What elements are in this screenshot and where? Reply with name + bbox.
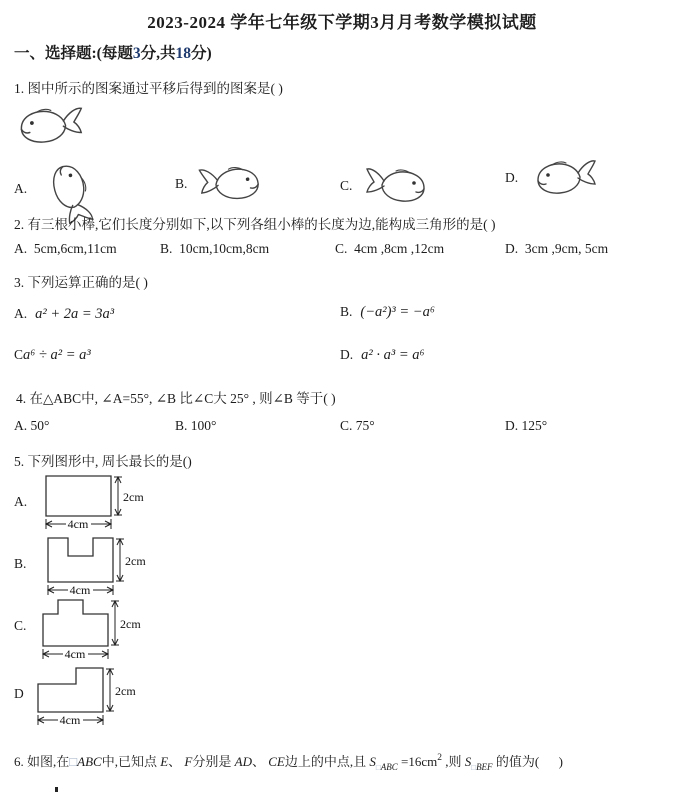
shape-d-label: D <box>14 686 24 701</box>
question-1-original-figure <box>8 98 92 154</box>
option-a-formula: a² + 2a = 3a³ <box>35 306 115 322</box>
next-figure-stub <box>55 787 58 792</box>
shape-b-width-label: 4cm <box>69 583 91 597</box>
question-3-option-d <box>340 346 425 364</box>
text-segment: 分) <box>190 45 212 62</box>
question-4-option-a <box>14 418 49 434</box>
option-c-label: C. <box>335 241 348 256</box>
option-d-label: D. <box>340 347 354 362</box>
question-4-option-c <box>340 418 375 434</box>
option-b-formula: (−a²)³ = −a⁶ <box>360 304 435 320</box>
text-segment: 中,已知点 <box>101 754 161 769</box>
text-segment: F <box>184 754 193 769</box>
option-c-label: C. <box>340 418 353 433</box>
shape-a-width-label: 4cm <box>67 517 89 531</box>
question-2-option-c <box>335 241 444 257</box>
option-d-value: 125° <box>521 418 548 433</box>
option-a-label: A. <box>14 306 28 321</box>
question-1-option-d <box>505 152 600 204</box>
text-segment: ,则 <box>441 754 465 769</box>
fish-original-icon <box>8 98 92 154</box>
option-d-formula: a² · a³ = a⁶ <box>361 347 425 363</box>
option-c-formula: a⁶ ÷ a² = a³ <box>23 347 91 363</box>
option-a-label: A. <box>14 181 28 196</box>
text-segment: 、 <box>168 754 185 769</box>
text-segment: E <box>160 754 169 769</box>
question-2-option-b <box>160 241 269 257</box>
shape-b-notched-rectangle-figure <box>38 532 198 600</box>
option-b-label: B. <box>160 241 173 256</box>
question-4-text: 4. 在△ABC中, ∠A=55°, ∠B 比∠C大 25° , 则∠B 等于( ) <box>16 391 336 406</box>
text-segment: BEF <box>476 762 493 772</box>
option-b-value: 10cm,10cm,8cm <box>179 241 270 256</box>
question-4-option-d <box>505 418 547 434</box>
option-d-label: D. <box>505 241 519 256</box>
shape-b-height-label: 2cm <box>125 554 146 568</box>
text-segment: 18 <box>175 45 191 62</box>
option-c-label: C <box>14 347 24 362</box>
text-segment: AD <box>234 754 252 769</box>
text-segment: 3 <box>132 45 141 62</box>
text-segment: S <box>369 754 376 769</box>
option-b-label: B. <box>340 304 353 319</box>
text-segment: □ <box>471 763 477 772</box>
question-5-text: 5. 下列图形中, 周长最长的是() <box>14 454 192 469</box>
question-3-option-c <box>14 346 91 364</box>
text-segment: 边上的中点,且 <box>284 754 370 769</box>
text-segment: 6. 如图,在 <box>14 754 70 769</box>
text-segment: 的值为( ) <box>492 754 563 769</box>
question-3-option-b <box>340 303 435 321</box>
option-d-value: 3cm ,9cm, 5cm <box>524 241 609 256</box>
question-1-option-c <box>340 160 434 212</box>
text-segment: 分,共 <box>140 45 176 62</box>
shape-d-l-shape-figure <box>28 662 188 730</box>
text-segment: □ <box>69 754 78 769</box>
fish-translated-icon <box>528 152 600 204</box>
text-segment: CE <box>268 754 285 769</box>
shape-c-t-shape-figure <box>33 594 193 662</box>
shape-c-height-label: 2cm <box>120 617 141 631</box>
option-c-value: 75° <box>355 418 375 433</box>
shape-d-height-label: 2cm <box>115 684 136 698</box>
option-a-value: 50° <box>30 418 50 433</box>
option-d-label: D. <box>505 170 519 185</box>
shape-a-rectangle-figure <box>36 470 196 536</box>
text-segment: 一、选择题:(每题 <box>14 45 133 62</box>
option-b-label: B. <box>175 176 188 191</box>
question-1-option-b <box>175 158 269 210</box>
option-c-label: C. <box>340 178 353 193</box>
shape-b-label: B. <box>14 556 27 571</box>
shape-a-height-label: 2cm <box>123 490 144 504</box>
section-heading <box>14 41 212 63</box>
question-2-option-d <box>505 241 608 257</box>
question-3-text: 3. 下列运算正确的是( ) <box>14 275 148 290</box>
text-segment: ABC <box>380 762 398 772</box>
question-6-text <box>14 751 678 772</box>
shape-d-width-label: 4cm <box>59 713 81 727</box>
text-segment: 2 <box>437 753 442 763</box>
fish-mirrored-tilted-icon <box>197 158 269 210</box>
text-segment: S <box>464 754 472 769</box>
fish-mirrored-icon <box>362 160 434 212</box>
text-segment: 分别是 <box>192 754 235 769</box>
option-a-label: A. <box>14 241 28 256</box>
option-a-label: A. <box>14 418 28 433</box>
option-c-value: 4cm ,8cm ,12cm <box>354 241 445 256</box>
shape-a-label: A. <box>14 494 28 509</box>
text-segment: =16cm <box>397 754 438 769</box>
option-a-value: 5cm,6cm,11cm <box>33 241 117 256</box>
option-d-label: D. <box>505 418 519 433</box>
text-segment: 、 <box>251 754 269 769</box>
question-2-option-a <box>14 241 117 257</box>
question-1-text: 1. 图中所示的图案通过平移后得到的图案是( ) <box>14 81 283 96</box>
question-2-text: 2. 有三根小棒,它们长度分别如下,以下列各组小棒的长度为边,能构成三角形的是( ) <box>14 217 496 232</box>
question-4-option-b <box>175 418 216 434</box>
page-title: 2023-2024 学年七年级下学期3月月考数学模拟试题 <box>147 13 537 32</box>
option-b-value: 100° <box>190 418 217 433</box>
text-segment: ABC <box>77 754 102 769</box>
shape-c-width-label: 4cm <box>64 647 86 661</box>
text-segment: □ <box>375 763 381 772</box>
question-3-option-a <box>14 305 114 323</box>
option-b-label: B. <box>175 418 188 433</box>
shape-c-label: C. <box>14 618 27 633</box>
